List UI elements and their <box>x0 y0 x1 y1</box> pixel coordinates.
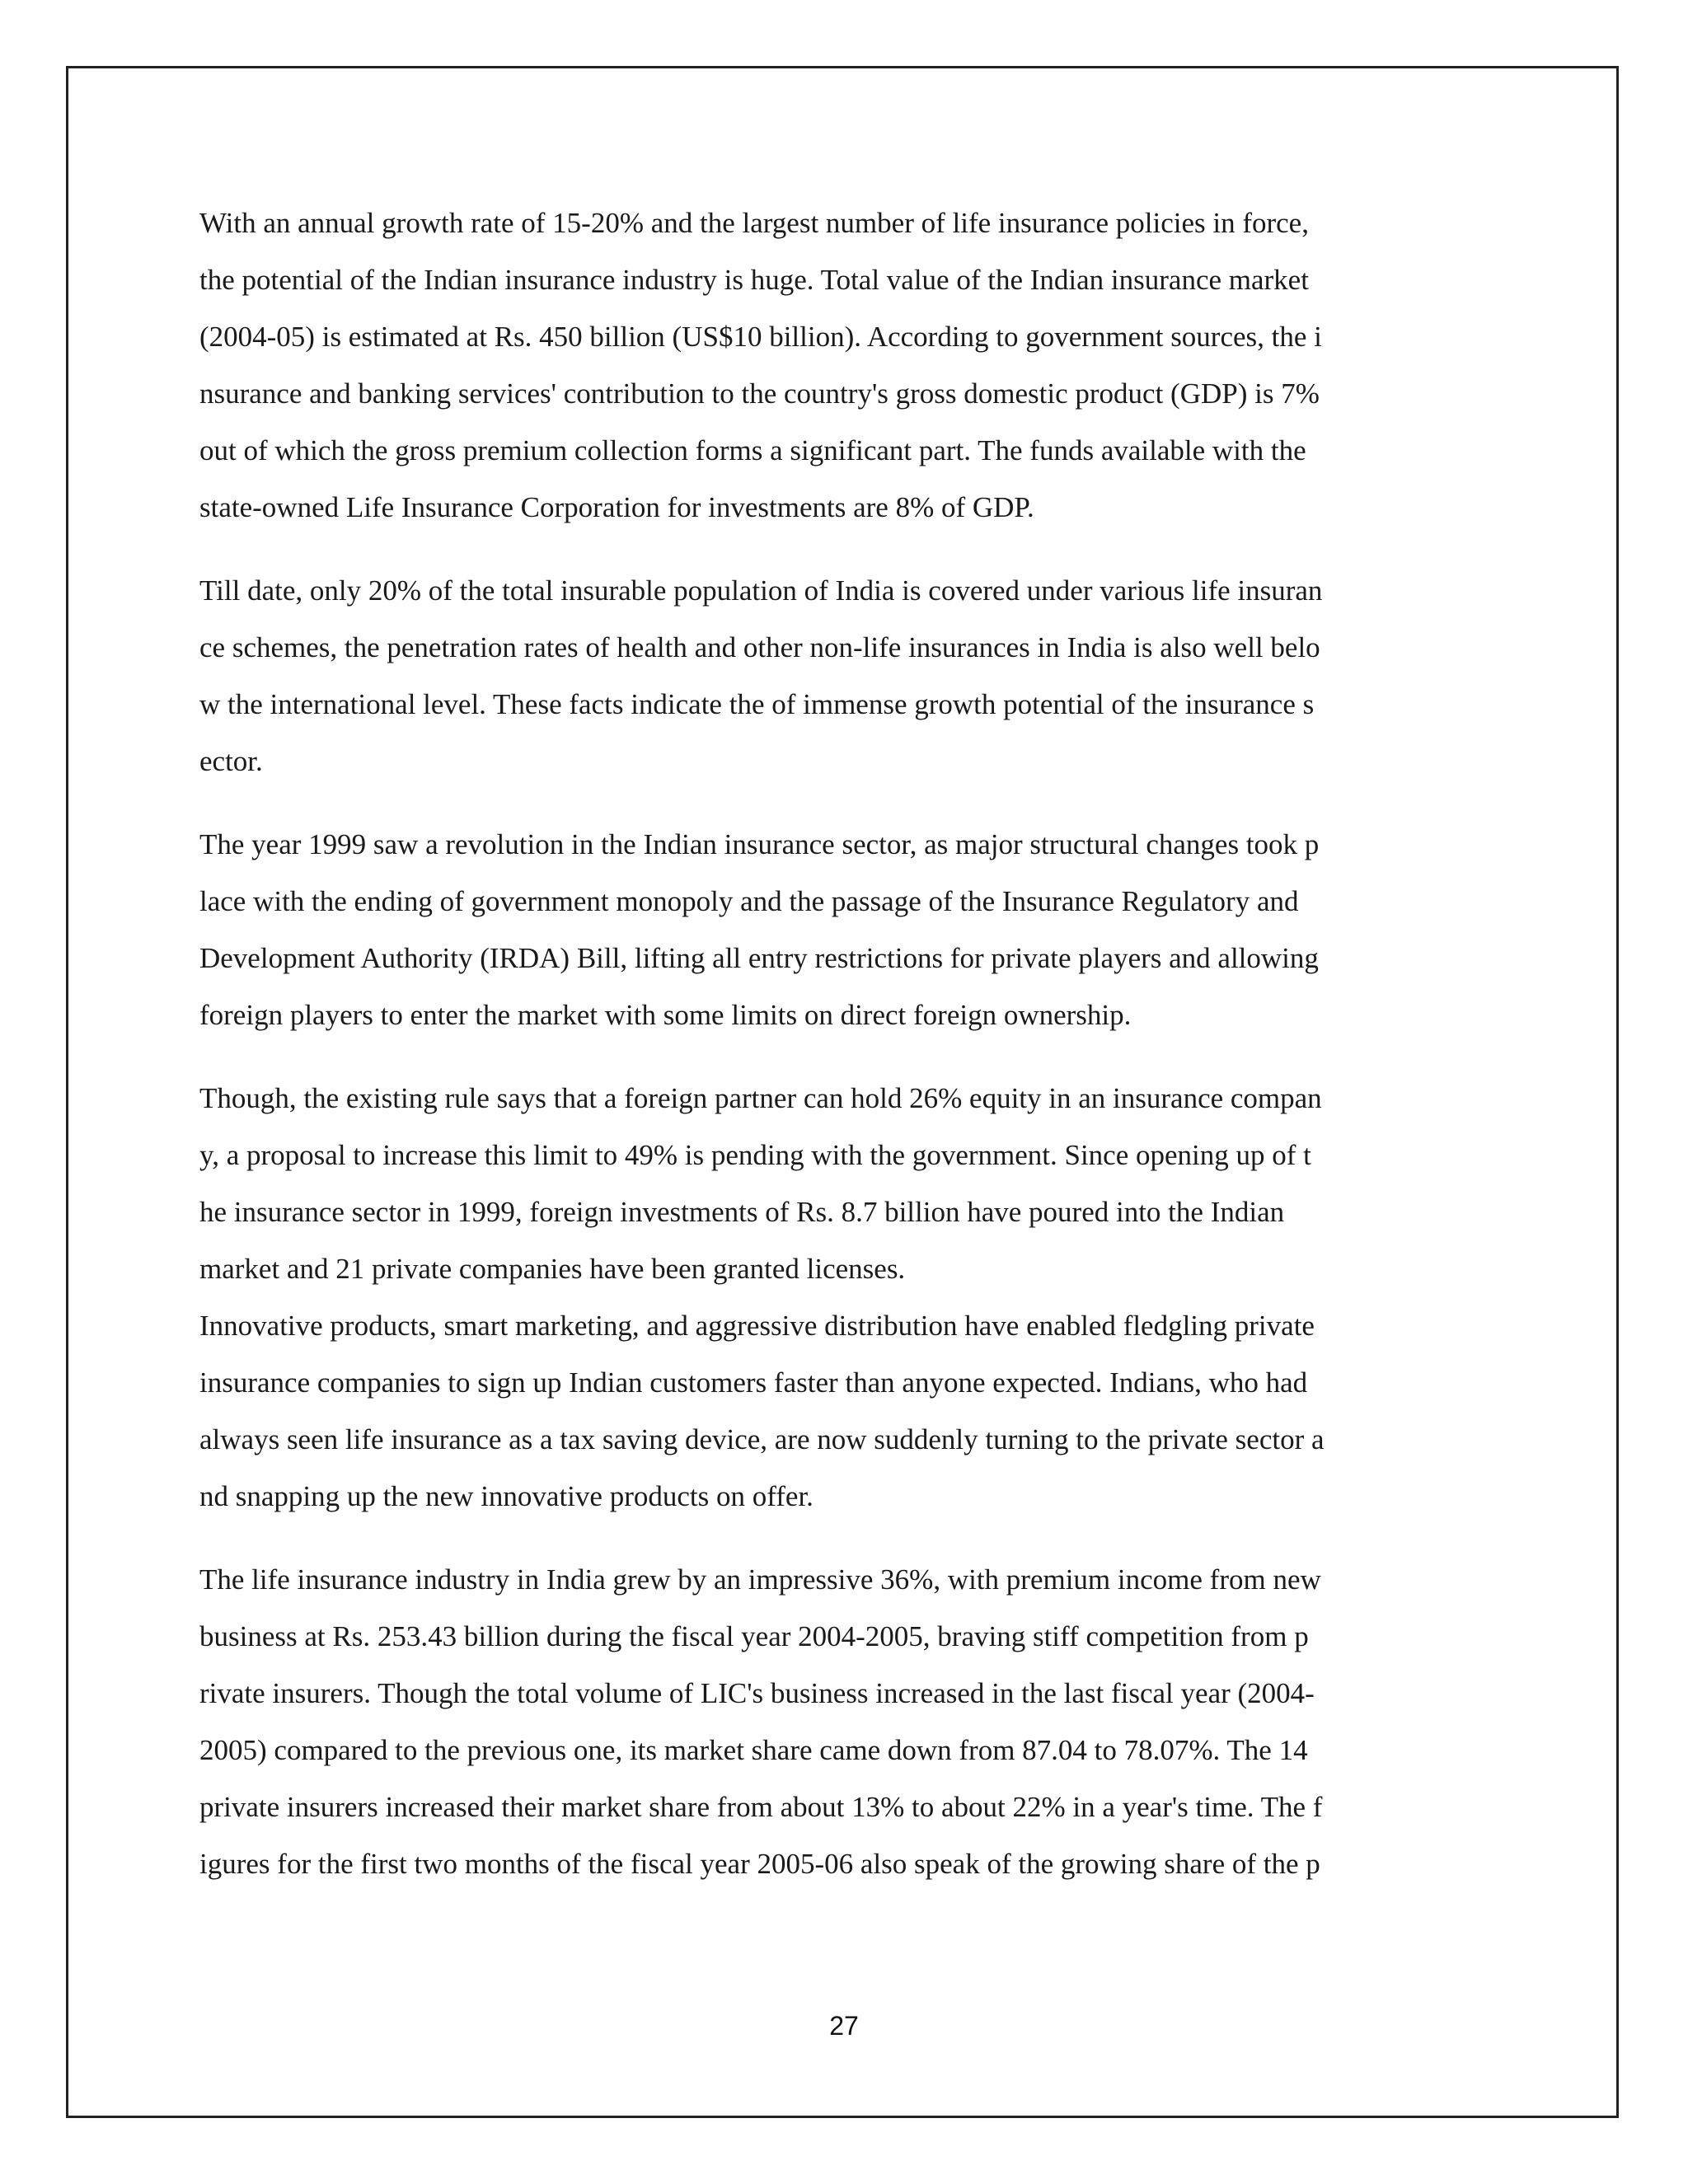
text-line: state-owned Life Insurance Corporation for investments are 8% of GDP. <box>199 491 1034 523</box>
text-line: market and 21 private companies have been granted licenses. <box>199 1253 906 1285</box>
paragraph-5 <box>199 1551 1493 1892</box>
paragraph-gap <box>199 1525 1493 1551</box>
text-line: ector. <box>199 745 263 777</box>
text-line: business at Rs. 253.43 billion during the fiscal year 2004-2005, braving stiff competition from p <box>199 1620 1309 1652</box>
text-line: Innovative products, smart marketing, and aggressive distribution have enabled fledgling private <box>199 1310 1315 1342</box>
text-line: nsurance and banking services' contribution to the country's gross domestic product (GDP) is 7% <box>199 377 1320 410</box>
text-line: (2004-05) is estimated at Rs. 450 billion (US$10 billion). According to government sources, the i <box>199 321 1322 353</box>
paragraph-4 <box>199 1070 1493 1525</box>
text-line: the potential of the Indian insurance industry is huge. Total value of the Indian insurance market <box>199 264 1309 296</box>
paragraph-gap <box>199 1043 1493 1070</box>
paragraph-1 <box>199 194 1493 536</box>
text-line: he insurance sector in 1999, foreign investments of Rs. 8.7 billion have poured into the Indian <box>199 1196 1285 1228</box>
text-line: ce schemes, the penetration rates of health and other non-life insurances in India is also well belo <box>199 631 1320 663</box>
text-line: out of which the gross premium collection forms a significant part. The funds available with the <box>199 434 1306 466</box>
text-line: always seen life insurance as a tax saving device, are now suddenly turning to the private sector a <box>199 1423 1325 1455</box>
text-line: private insurers increased their market share from about 13% to about 22% in a year's time. The f <box>199 1791 1323 1823</box>
text-line: With an annual growth rate of 15-20% and the largest number of life insurance policies in force, <box>199 207 1309 239</box>
text-line: Development Authority (IRDA) Bill, lifting all entry restrictions for private players and allowing <box>199 942 1319 974</box>
text-line: The year 1999 saw a revolution in the Indian insurance sector, as major structural changes took p <box>199 828 1320 860</box>
text-line: igures for the first two months of the fiscal year 2005-06 also speak of the growing share of the p <box>199 1848 1320 1880</box>
text-line: The life insurance industry in India grew by an impressive 36%, with premium income from new <box>199 1563 1321 1596</box>
text-line: y, a proposal to increase this limit to 49% is pending with the government. Since opening up of t <box>199 1139 1311 1171</box>
text-line: nd snapping up the new innovative products on offer. <box>199 1480 814 1512</box>
text-line: foreign players to enter the market with some limits on direct foreign ownership. <box>199 999 1132 1031</box>
page-content <box>199 194 1493 1892</box>
text-line: w the international level. These facts indicate the of immense growth potential of the insurance s <box>199 688 1315 720</box>
text-line: lace with the ending of government monopoly and the passage of the Insurance Regulatory and <box>199 885 1299 917</box>
text-line: 2005) compared to the previous one, its market share came down from 87.04 to 78.07%. The 14 <box>199 1734 1308 1766</box>
paragraph-2 <box>199 562 1493 790</box>
paragraph-gap <box>199 536 1493 562</box>
text-line: rivate insurers. Though the total volume of LIC's business increased in the last fiscal year (2004- <box>199 1677 1315 1709</box>
page-number: 27 <box>829 2011 859 2041</box>
text-line: insurance companies to sign up Indian customers faster than anyone expected. Indians, who had <box>199 1366 1308 1399</box>
text-line: Though, the existing rule says that a foreign partner can hold 26% equity in an insurance compan <box>199 1082 1322 1114</box>
text-line: Till date, only 20% of the total insurable population of India is covered under various life insuran <box>199 574 1323 607</box>
paragraph-gap <box>199 790 1493 816</box>
paragraph-3 <box>199 816 1493 1043</box>
